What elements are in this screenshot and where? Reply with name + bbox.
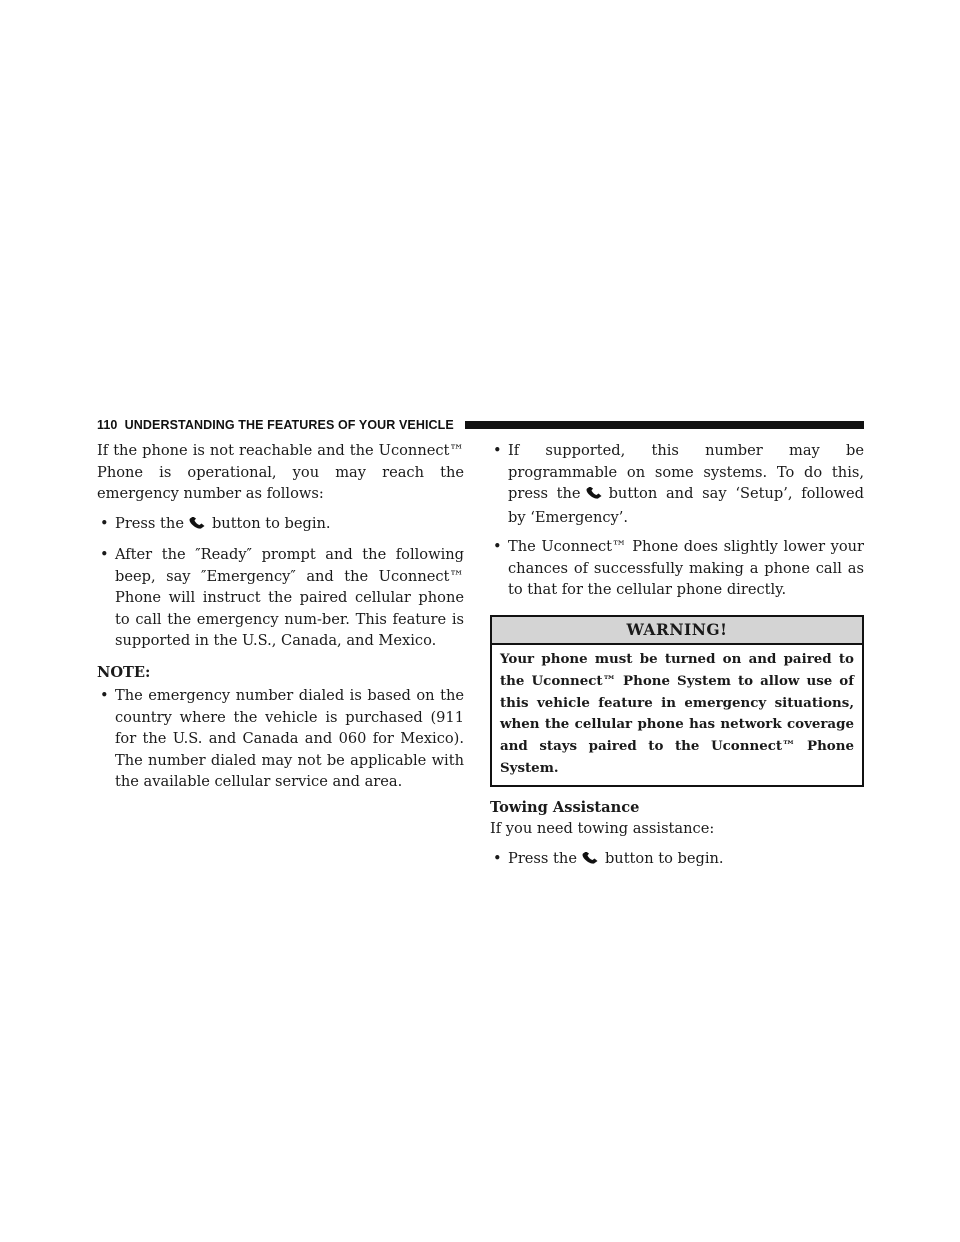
list-item: • Press the button to begin. bbox=[490, 848, 864, 872]
bullet-dot: • bbox=[100, 514, 109, 532]
right-column bbox=[490, 440, 864, 871]
phone-icon bbox=[585, 485, 603, 507]
intro-paragraph: If the phone is not reachable and the Uconnect™ Phone is operational, you may reach the emergency number as follows: bbox=[97, 442, 464, 502]
section-heading: Towing Assistance bbox=[490, 798, 640, 816]
towing-intro: If you need towing assistance: bbox=[490, 820, 715, 838]
warning-body: Your phone must be turned on and paired to the Uconnect™ Phone System to allow use of this vehicle feature in emergency situations, when the cellular phone has network coverage and stays paired to the Uconnect™ Phone System. bbox=[500, 651, 854, 776]
bullet-dot: • bbox=[493, 849, 502, 867]
chapter-title: UNDERSTANDING THE FEATURES OF YOUR VEHICLE bbox=[124, 418, 454, 432]
list-item: • The Uconnect™ Phone does slightly lower your chances of successfully making a phone call as to that for the cellular phone directly. bbox=[493, 538, 864, 598]
warning-title: WARNING! bbox=[492, 617, 862, 646]
list-item: • The emergency number dialed is based on the country where the vehicle is purchased (911 for the U.S. and Canada and 060 for Mexico). The number dialed may not be applicable with the available cellular service and area. bbox=[100, 687, 464, 790]
bullet-dot: • bbox=[493, 538, 502, 555]
page-number: 110 bbox=[97, 418, 118, 432]
header-text bbox=[97, 417, 454, 433]
bullet-dot: • bbox=[100, 546, 109, 563]
phone-icon bbox=[188, 515, 206, 537]
header-rule bbox=[465, 421, 864, 429]
list-item: • Press the button to begin. bbox=[97, 513, 464, 537]
bullet-dot: • bbox=[100, 687, 109, 704]
bullet-dot: • bbox=[493, 442, 502, 459]
note-heading: NOTE: bbox=[97, 663, 151, 681]
list-item: • After the ″Ready″ prompt and the following beep, say ″Emergency″ and the Uconnect™ Phone will instruct the paired cellular phone to call the emergency num-ber. This feature is supported in the U.S., Canada, and Mexico. bbox=[100, 546, 464, 649]
page-header bbox=[97, 417, 864, 433]
phone-icon bbox=[581, 850, 599, 872]
left-column bbox=[97, 440, 464, 793]
warning-box bbox=[490, 615, 864, 787]
list-item: • If supported, this number may be programmable on some systems. To do this, press the button and say ‘Setup’, followed by ‘Emergency’. bbox=[493, 442, 864, 526]
